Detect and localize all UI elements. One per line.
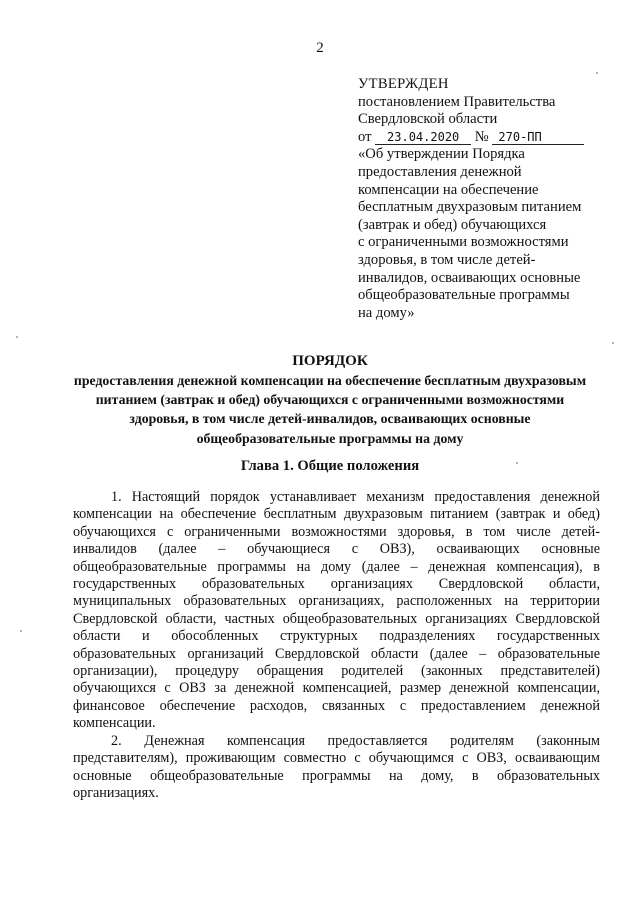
number-sign: № — [474, 128, 489, 145]
approval-line: постановлением Правительства — [358, 93, 556, 110]
document-title: ПОРЯДОК — [292, 353, 368, 369]
resolution-title-line: общеобразовательные программы — [358, 287, 570, 304]
approval-line: Свердловской области — [358, 111, 498, 128]
resolution-title-line: бесплатным двухразовым питанием — [358, 199, 582, 216]
approval-block — [358, 76, 608, 322]
paragraph: 1. Настоящий порядок устанавливает механизм предоставления денежной компенсации на обеспечение бесплатным двухразовым питанием (завтрак и обед) обучающихся с ограниченными возможностями здоровья, в том числе детей-инвалидов (далее – обучающиеся с ОВЗ), осваивающих основные общеобразовательные программы на дому (далее – денежная компенсация), в государственных образовательных организациях Свердловской области, муниципальных образовательных организациях, расположенных на территории Свердловской области, частных общеобразовательных организациях Свердловской области и обособленных структурных подразделениях государственных образовательных организаций Свердловской области (далее – образовательные организации), процедуру обращения родителей (законных представителей) обучающихся с ОВЗ за денежной компенсацией, размер денежной компенсации, финансовое обеспечение расходов, связанных с предоставлением денежной компенсации. — [73, 489, 600, 732]
resolution-title-line: (завтрак и обед) обучающихся — [358, 216, 547, 233]
paragraph: 2. Денежная компенсация предоставляется родителям (законным представителям), проживающим совместно с обучающимся с ОВЗ, осваивающим основные общеобразовательные программы на дому, в образовательных организациях. — [73, 732, 600, 801]
approval-date-row — [358, 129, 608, 147]
approval-heading: УТВЕРЖДЕН — [358, 76, 449, 92]
page-number: 2 — [316, 40, 324, 56]
resolution-title-line: с ограниченными возможностями — [358, 234, 569, 251]
approval-date: 23.04.2020 — [375, 130, 471, 145]
chapter-heading: Глава 1. Общие положения — [240, 458, 420, 474]
scan-speck — [16, 336, 18, 338]
document-body — [73, 489, 600, 802]
scan-speck — [596, 72, 598, 74]
scan-speck — [20, 630, 22, 632]
resolution-title-line: здоровья, в том числе детей- — [358, 251, 536, 268]
resolution-title-line: компенсации на обеспечение — [358, 181, 539, 198]
resolution-title-line: «Об утверждении Порядка — [358, 146, 525, 163]
scan-speck — [612, 342, 614, 344]
resolution-title-line: инвалидов, осваивающих основные — [358, 269, 581, 286]
document-subtitle: предоставления денежной компенсации на обеспечение бесплатным двухразовым питанием (завтрак и обед) обучающихся с ограниченными возможностями здоровья, в том числе детей-инвалидов, осваивающих основные общеобразовательные программы на дому — [73, 373, 587, 446]
date-prefix: от — [358, 128, 372, 145]
scan-speck — [516, 462, 518, 464]
resolution-title-line: на дому» — [358, 304, 415, 321]
approval-doc-number: 270-ПП — [492, 130, 584, 145]
resolution-title-line: предоставления денежной — [358, 163, 522, 180]
